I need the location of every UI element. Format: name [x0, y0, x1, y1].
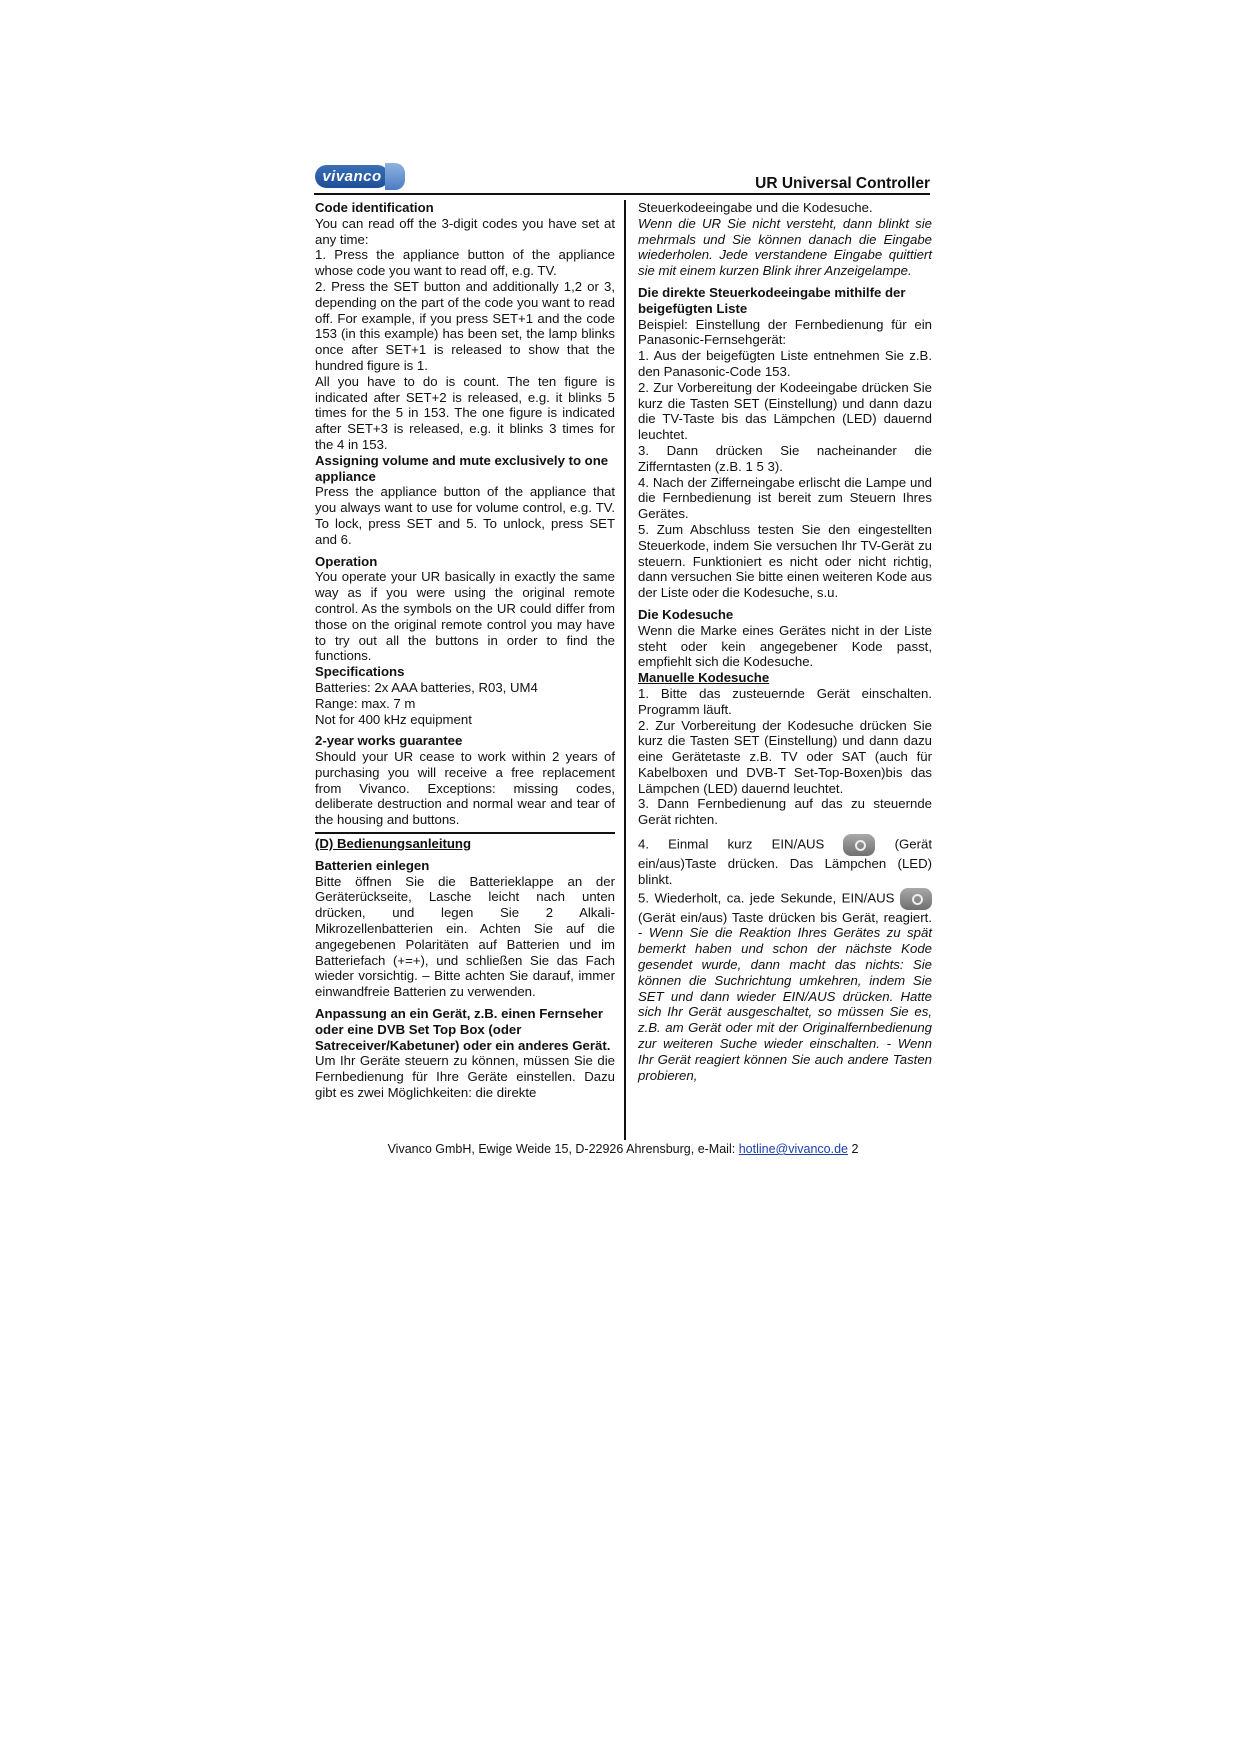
column-divider — [624, 200, 626, 1140]
direct-step-1: 1. Aus der beigefügten Liste entnehmen Sie z.B. den Panasonic-Code 153. — [638, 348, 932, 379]
vivanco-logo — [315, 163, 405, 191]
section-divider — [315, 832, 615, 834]
continued-text: Steuerkodeeingabe und die Kodesuche. — [638, 200, 873, 215]
header-divider — [314, 193, 930, 195]
manual-step-5-note: Wenn Sie die Reaktion Ihres Gerätes zu spät bemerkt haben und schon der nächste Kode gesendet wurde, dann macht das nichts: Sie können die Suchrichtung umkehren, indem Sie SET und dann wieder EIN/AUS drücken. Hatte sich Ihr Gerät ausgeschaltet, so müssen Sie es, z.B. am Gerät oder mit der Originalfernbedienung zur weiteren Suche wieder einschalten. - Wenn Ihr Gerät reagiert können Sie auch andere Tasten probieren, — [638, 925, 932, 1083]
manual-step-4-text: (Gerät ein/aus)Taste drücken. Das Lämpchen (LED) blinkt. — [638, 836, 932, 887]
spec-range: Range: max. 7 m — [315, 695, 416, 711]
page-number: 2 — [851, 1142, 859, 1156]
assign-volume-heading: Assigning volume and mute exclusively to one appliance — [315, 452, 609, 484]
direct-step-2: 2. Zur Vorbereitung der Kodeeingabe drücken Sie kurz die Tasten SET (Einstellung) und dann dazu die TV-Taste bis das Lämpchen (LED) dauernd leuchtet. — [638, 379, 932, 443]
direct-step-4: 4. Nach der Zifferneingabe erlischt die Lampe und die Fernbedienung ist bereit zum Steuern Ihres Gerätes. — [638, 474, 932, 522]
operation-text: You operate your UR basically in exactly the same way as if you were using the original remote control. As the symbols on the UR could differ from those on the original remote control you may have to try out all the buttons in order to find the functions. — [315, 569, 615, 664]
logo-text: vivanco — [315, 165, 389, 188]
guarantee-text: Should your UR cease to work within 2 years of purchasing you will receive a free replacement from Vivanco. Exceptions: missing codes, deliberate destruction and normal wear and tear of the housing and buttons. — [315, 749, 615, 828]
german-section-title: (D) Bedienungsanleitung — [315, 836, 472, 852]
code-search-text: Wenn die Marke eines Gerätes nicht in der Liste steht oder kein angegebener Kode passt, empfiehlt sich die Kodesuche. — [638, 622, 932, 670]
power-icon — [900, 888, 932, 910]
code-id-step-2: 2. Press the SET button and additionally 1,2 or 3, depending on the part of the code you want to read off. For example, if you press SET+1 and the code 153 (in this example) has been set, the lamp blinks once after SET+1 is released to show that the hundred figure is 1. — [315, 278, 615, 373]
left-column — [315, 200, 615, 1101]
manual-step-5 — [638, 888, 932, 1084]
operation-heading: Operation — [315, 553, 378, 569]
direct-step-3: 3. Dann drücken Sie nacheinander die Zifferntasten (z.B. 1 5 3). — [638, 442, 932, 474]
specifications-heading: Specifications — [315, 664, 405, 680]
direct-entry-example: Beispiel: Einstellung der Fernbedienung für ein Panasonic-Fernsehgerät: — [638, 316, 932, 348]
manual-step-4 — [638, 834, 932, 888]
logo-swoosh — [385, 163, 405, 190]
adaptation-text: Um Ihr Geräte steuern zu können, müssen Sie die Fernbedienung für Ihre Geräte einstellen. Dazu gibt es zwei Möglichkeiten: die direkte — [315, 1053, 615, 1101]
code-id-count-text: All you have to do is count. The ten figure is indicated after SET+2 is released, e.g. it blinks 5 times for the 5 in 153. The one figure is indicated after SET+3 is released, e.g. it blinks 3 times for the 4 in 153. — [315, 373, 615, 452]
page-title: UR Universal Controller — [755, 175, 930, 192]
batteries-text: Bitte öffnen Sie die Batterieklappe an der Geräterückseite, Lasche leicht nach unten drücken, und legen Sie 2 Alkali-Mikrozellenbatterien ein. Achten Sie auf die angegebenen Polaritäten auf Batterien und im Batteriefach (+=+), und schließen Sie das Fach wieder vorsichtig. – Bitte achten Sie darauf, immer einwandfreie Batterien zu verwenden. — [315, 873, 615, 1000]
batteries-heading: Batterien einlegen — [315, 857, 430, 873]
power-icon — [843, 834, 875, 856]
manual-step-5-text: (Gerät ein/aus) Taste drücken bis Gerät, reagiert. - — [638, 909, 932, 941]
spec-note: Not for 400 kHz equipment — [315, 711, 472, 727]
code-id-step-1: 1. Press the appliance button of the appliance whose code you want to read off, e.g. TV. — [315, 247, 615, 279]
code-identification-intro: You can read off the 3-digit codes you have set at any time: — [315, 215, 615, 247]
manual-step-3: 3. Dann Fernbedienung auf das zu steuernde Gerät richten. — [638, 796, 932, 828]
assign-volume-text: Press the appliance button of the appliance that you always want to use for volume control, e.g. TV. To lock, press SET and 5. To unlock, press SET and 6. — [315, 484, 615, 547]
direct-entry-heading: Die direkte Steuerkodeeingabe mithilfe der beigefügten Liste — [638, 284, 906, 316]
adaptation-heading: Anpassung an ein Gerät, z.B. einen Fernseher oder eine DVB Set Top Box (oder Satreceiver/Kabetuner) oder ein anderes Gerät. — [315, 1006, 611, 1053]
footer-address: Vivanco GmbH, Ewige Weide 15, D-22926 Ahrensburg, e-Mail: — [387, 1142, 736, 1156]
right-column — [638, 200, 932, 1083]
page-footer — [315, 1142, 931, 1156]
spec-batteries: Batteries: 2x AAA batteries, R03, UM4 — [315, 679, 538, 695]
direct-step-5: 5. Zum Abschluss testen Sie den eingestellten Steuerkode, indem Sie versuchen Ihr TV-Gerät zu steuern. Funktioniert es nicht oder nicht richtig, dann versuchen Sie bitte einen weiteren Kode aus der Liste oder die Kodesuche, s.u. — [638, 521, 932, 601]
guarantee-heading: 2-year works guarantee — [315, 733, 463, 749]
manual-search-heading: Manuelle Kodesuche — [638, 670, 770, 686]
manual-step-5-label: 5. Wiederholt, ca. jede Sekunde, EIN/AUS — [638, 890, 895, 906]
manual-step-2: 2. Zur Vorbereitung der Kodesuche drücken Sie kurz die Tasten SET (Einstellung) und dann dazu eine Gerätetaste z.B. TV oder SAT (auch für Kabelboxen und DVB-T Set-Top-Boxen)bis das Lämpchen (LED) dauernd leuchtet. — [638, 717, 932, 796]
manual-step-1: 1. Bitte das zusteuernde Gerät einschalten. Programm läuft. — [638, 685, 932, 717]
manual-step-4-label: 4. Einmal kurz EIN/AUS — [638, 836, 825, 852]
code-identification-heading: Code identification — [315, 200, 434, 215]
continued-italic-note: Wenn die UR Sie nicht versteht, dann blinkt sie mehrmals und Sie können danach die Eingabe wiederholen. Jede verstandene Eingabe quittiert sie mit einem kurzen Blink ihrer Anzeigelampe. — [638, 215, 932, 279]
footer-email-link[interactable]: hotline@vivanco.de — [738, 1142, 848, 1156]
code-search-heading: Die Kodesuche — [638, 606, 734, 622]
